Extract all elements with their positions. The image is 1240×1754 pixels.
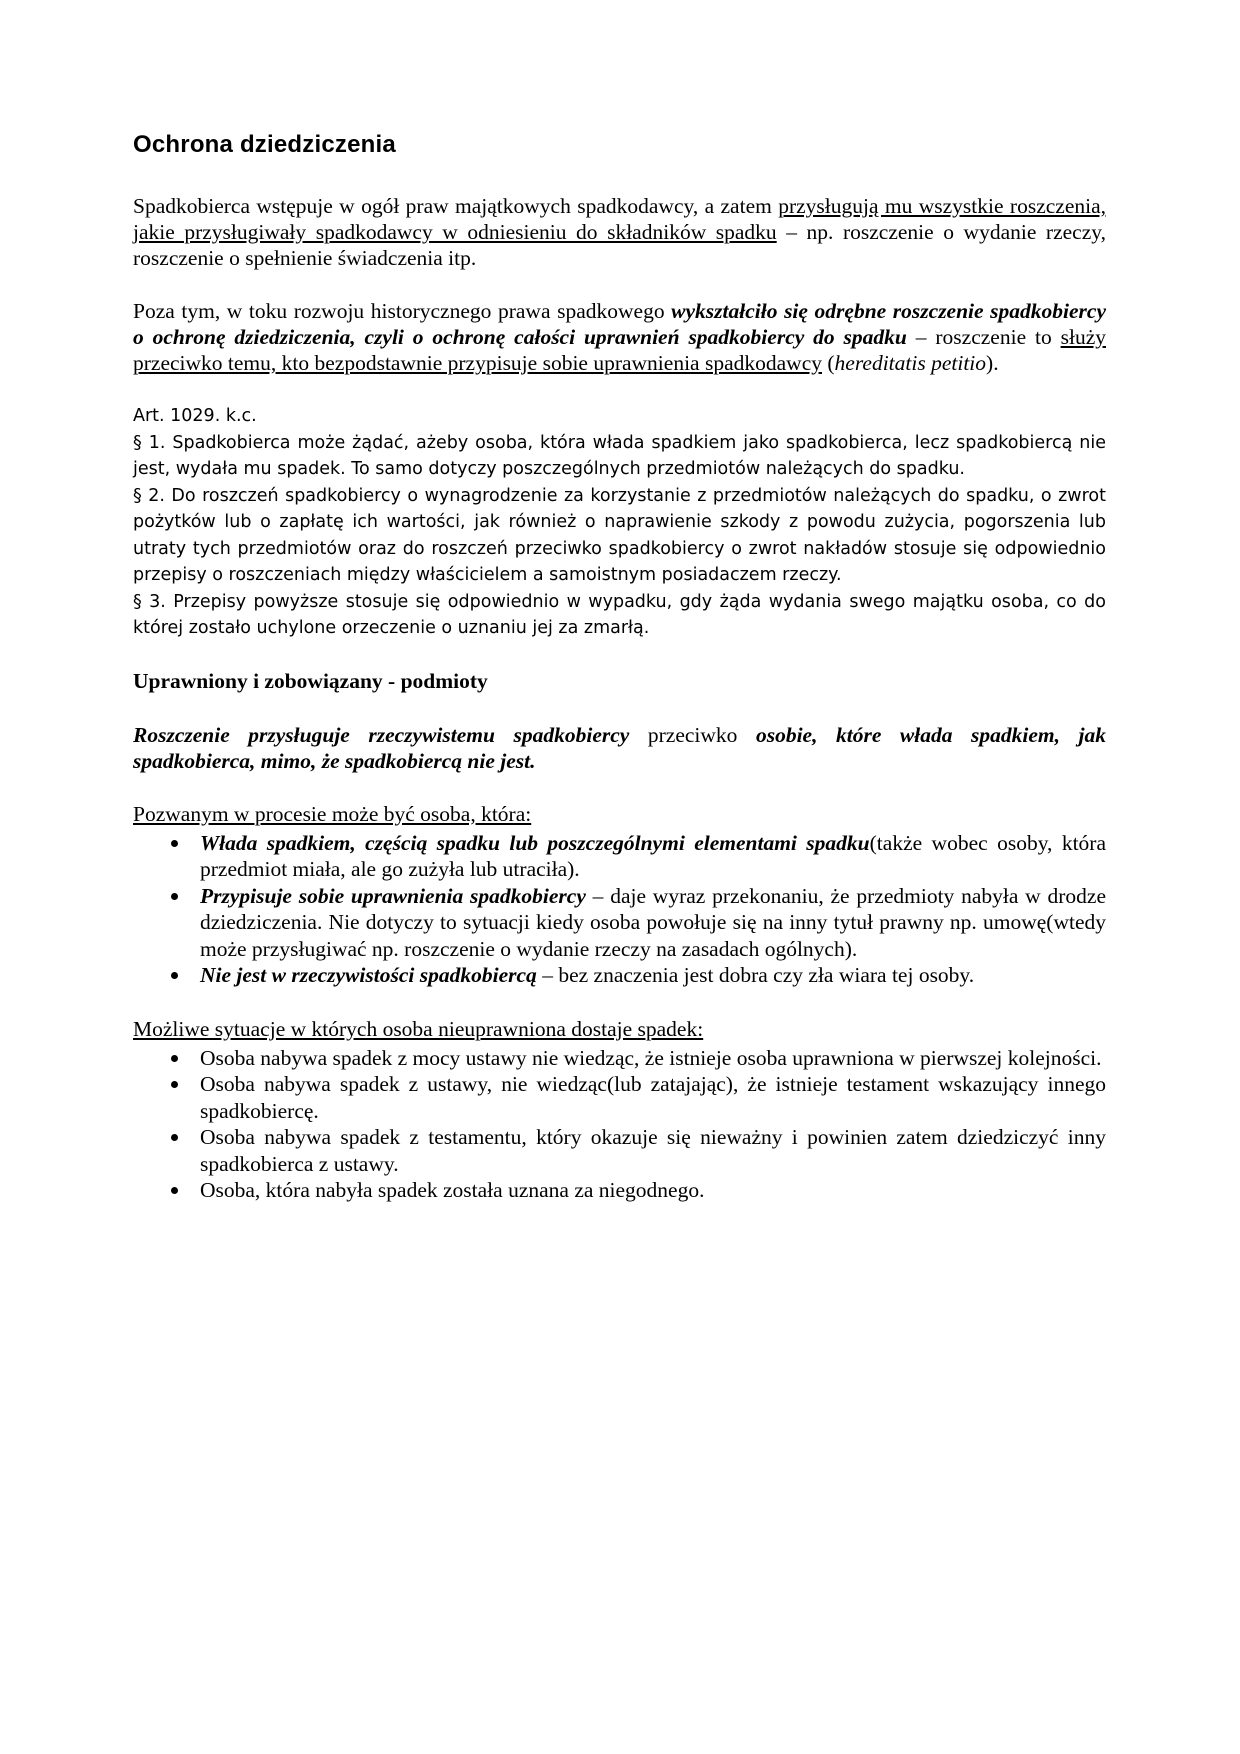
bold-italic-run: Roszczenie przysługuje rzeczywistemu spadkobiercy <box>133 722 630 747</box>
text-run: – roszczenie to <box>906 325 1061 349</box>
statute-heading: Art. 1029. k.c. <box>133 406 257 426</box>
bold-italic-run: Przypisuje sobie uprawnienia spadkobiercy <box>200 883 586 908</box>
list-item: Osoba nabywa spadek z mocy ustawy nie wiedząc, że istnieje osoba uprawniona w pierwszej kolejności. <box>133 1045 1106 1072</box>
bold-italic-run: osobie, które włada spadkiem, jak spadkobierca, mimo, że spadkobiercą nie jest. <box>133 722 1106 773</box>
underlined-run: służy przeciwko temu, kto bezpodstawnie przypisuje sobie uprawnienia spadkodawcy <box>133 325 1106 375</box>
bold-italic-run: wykształciło się odrębne roszczenie spadkobiercy o ochronę dziedziczenia, czyli o ochronę całości uprawnień spadkobiercy do spadku <box>133 299 1106 349</box>
subjects-heading: Uprawniony i zobowiązany - podmioty <box>133 668 488 693</box>
statute-par-3: § 3. Przepisy powyższe stosuje się odpowiednio w wypadku, gdy żąda wydania swego majątku osoba, co do której zostało uchylone orzeczenie o uznaniu jej za zmarłą. <box>133 591 1106 638</box>
list-item <box>133 962 1106 989</box>
claim-paragraph <box>133 722 1106 774</box>
statute-block <box>133 403 1106 642</box>
list-item: Osoba, która nabyła spadek została uznana za niegodnego. <box>133 1177 1106 1204</box>
text-run: przeciwko <box>629 722 756 747</box>
list-item <box>133 883 1106 963</box>
defendant-list <box>133 830 1106 989</box>
underlined-run: przysługują mu wszystkie roszczenia, jakie przysługiwały spadkodawcy w odniesieniu do składników spadku <box>133 194 1106 244</box>
list-item: Osoba nabywa spadek z testamentu, który okazuje się nieważny i powinien zatem dziedziczyć inny spadkobierca z ustawy. <box>133 1124 1106 1177</box>
statute-par-2: § 2. Do roszczeń spadkobiercy o wynagrodzenie za korzystanie z przedmiotów należących do spadku, o zwrot pożytków lub o zapłatę ich wartości, jak również o naprawienie szkody z powodu zużycia, pogorszenia lub utraty tych przedmiotów oraz do roszczeń przeciwko spadkobiercy o zwrot nakładów stosuje się odpowiednio przepisy o roszczeniach między właścicielem a samoistnym posiadaczem rzeczy. <box>133 485 1106 585</box>
statute-par-1: § 1. Spadkobierca może żądać, ażeby osoba, która włada spadkiem jako spadkobierca, lecz spadkobiercą nie jest, wydała mu spadek. To samo dotyczy poszczególnych przedmiotów należących do spadku. <box>133 432 1106 479</box>
defendant-heading: Pozwanym w procesie może być osoba, która: <box>133 801 532 826</box>
bold-italic-run: Nie jest w rzeczywistości spadkobiercą <box>200 963 537 987</box>
text-run: Poza tym, w toku rozwoju historycznego prawa spadkowego <box>133 299 672 323</box>
situations-list <box>133 1045 1106 1204</box>
text-run: – bez znaczenia jest dobra czy zła wiara tej osoby. <box>536 963 975 987</box>
list-item <box>133 830 1106 883</box>
italic-run: hereditatis petitio <box>834 351 987 375</box>
list-item: Osoba nabywa spadek z ustawy, nie wiedząc(lub zatajając), że istnieje testament wskazujący innego spadkobiercę. <box>133 1071 1106 1124</box>
situations-heading: Możliwe sytuacje w których osoba nieuprawniona dostaje spadek: <box>133 1016 704 1041</box>
text-run: Spadkobierca wstępuje w ogół praw majątkowych spadkodawcy, a zatem <box>133 194 779 218</box>
text-run: (także wobec osoby, która przedmiot miała, ale go zużyła lub utraciła). <box>200 830 1106 881</box>
text-run: – np. roszczenie o wydanie rzeczy, roszczenie o spełnienie świadczenia itp. <box>133 220 1106 270</box>
historical-paragraph <box>133 298 1106 376</box>
text-run: ( <box>822 351 835 375</box>
text-run: – daje wyraz przekonaniu, że przedmioty nabyła w drodze dziedziczenia. Nie dotyczy to sytuacji kiedy osoba powołuje się na inny tytuł prawny np. umowę(wtedy może przysługiwać np. roszczenie o wydanie rzeczy na zasadach ogólnych). <box>200 883 1106 961</box>
page-title: Ochrona dziedziczenia <box>133 131 396 158</box>
text-run: ). <box>986 351 999 375</box>
bold-italic-run: Włada spadkiem, częścią spadku lub poszczególnymi elementami spadku <box>200 830 870 855</box>
intro-paragraph <box>133 193 1106 271</box>
